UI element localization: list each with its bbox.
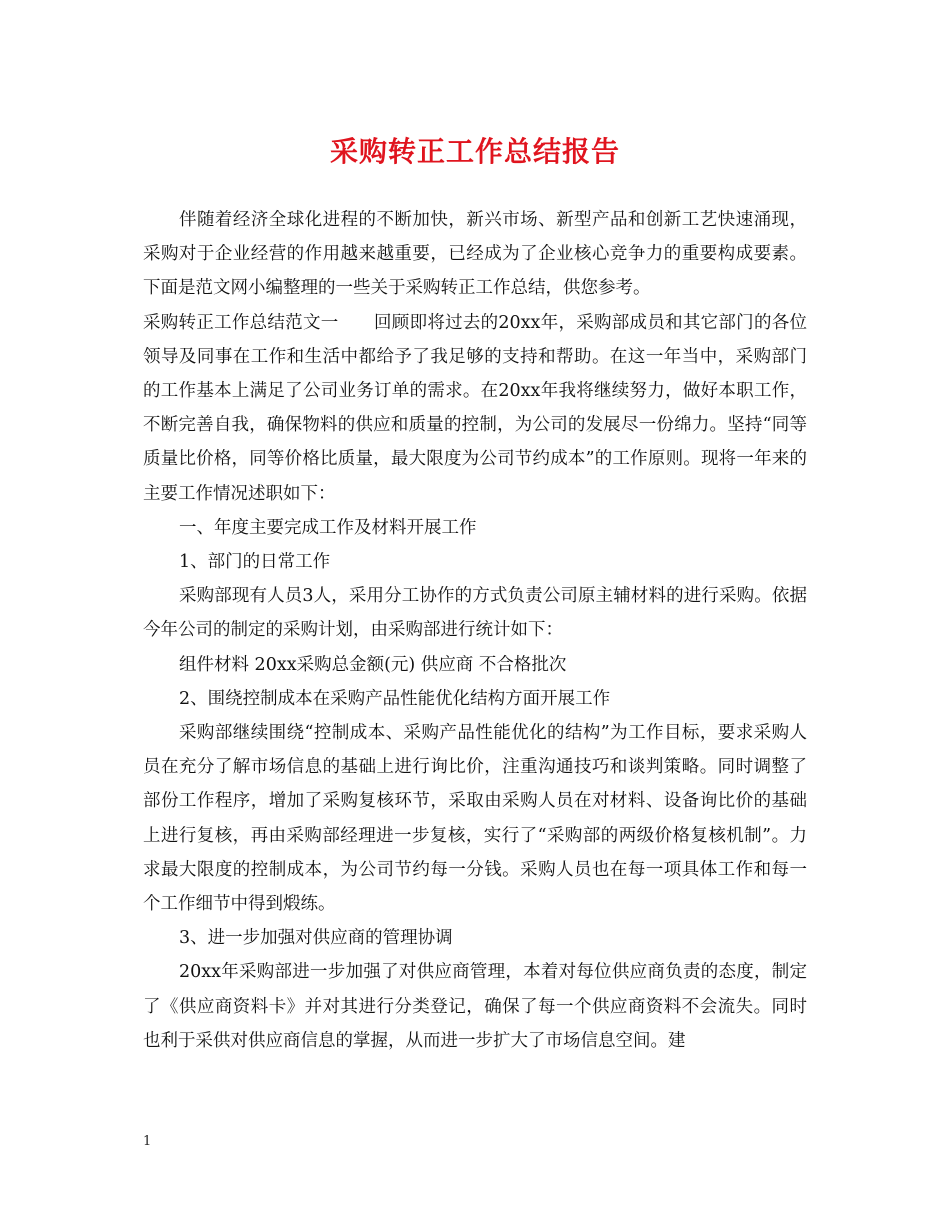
cost-control-paragraph: 采购部继续围绕“控制成本、采购产品性能优化的结构”为工作目标，要求采购人员在充分了解市场信息的基础上进行询比价，注重沟通技巧和谈判策略。同时调整了部份工作程序，增加了采购复核环节，采取由采购人员在对材料、设备询比价的基础上进行复核，再由采购部经理进一步复核，实行了“采购部的两级价格复核机制”。力求最大限度的控制成本，为公司节约每一分钱。采购人员也在每一项具体工作和每一个工作细节中得到煅练。 bbox=[143, 723, 807, 915]
intro-paragraph: 伴随着经济全球化进程的不断加快，新兴市场、新型产品和创新工艺快速涌现，采购对于企业经营的作用越来越重要，已经成为了企业核心竞争力的重要构成要素。下面是范文网小编整理的一些关于采购转正工作总结，供您参考。 bbox=[143, 210, 807, 299]
subsection-heading-2: 2、围绕控制成本在采购产品性能优化结构方面开展工作 bbox=[179, 688, 611, 709]
materials-table-header: 组件材料 20xx采购总金额(元) 供应商 不合格批次 bbox=[179, 654, 567, 675]
sample-one-paragraph: 采购转正工作总结范文一 回顾即将过去的20xx年，采购部成员和其它部门的各位领导及同事在工作和生活中都给予了我足够的支持和帮助。在这一年当中，采购部门的工作基本上满足了公司业务订单的需求。在20xx年我将继续努力，做好本职工作，不断完善自我，确保物料的供应和质量的控制，为公司的发展尽一份绵力。坚持“同等质量比价格，同等价格比质量，最大限度为公司节约成本”的工作原则。现将一年来的主要工作情况述职如下： bbox=[143, 312, 807, 504]
subsection-heading-1: 1、部门的日常工作 bbox=[179, 552, 331, 573]
staffing-paragraph: 采购部现有人员3人，采用分工协作的方式负责公司原主辅材料的进行采购。依据今年公司的制定的采购计划，由采购部进行统计如下： bbox=[143, 586, 807, 641]
document-title: 采购转正工作总结报告 bbox=[329, 135, 620, 168]
supplier-management-paragraph: 20xx年采购部进一步加强了对供应商管理，本着对每位供应商负责的态度，制定了《供应商资料卡》并对其进行分类登记，确保了每一个供应商资料不会流失。同时也利于采供对供应商信息的掌握，从而进一步扩大了市场信息空间。建 bbox=[143, 962, 807, 1051]
section-heading-1: 一、年度主要完成工作及材料开展工作 bbox=[179, 517, 477, 538]
page-number: 1 bbox=[143, 1134, 152, 1149]
subsection-heading-3: 3、进一步加强对供应商的管理协调 bbox=[179, 928, 453, 949]
document-body bbox=[143, 203, 807, 1058]
